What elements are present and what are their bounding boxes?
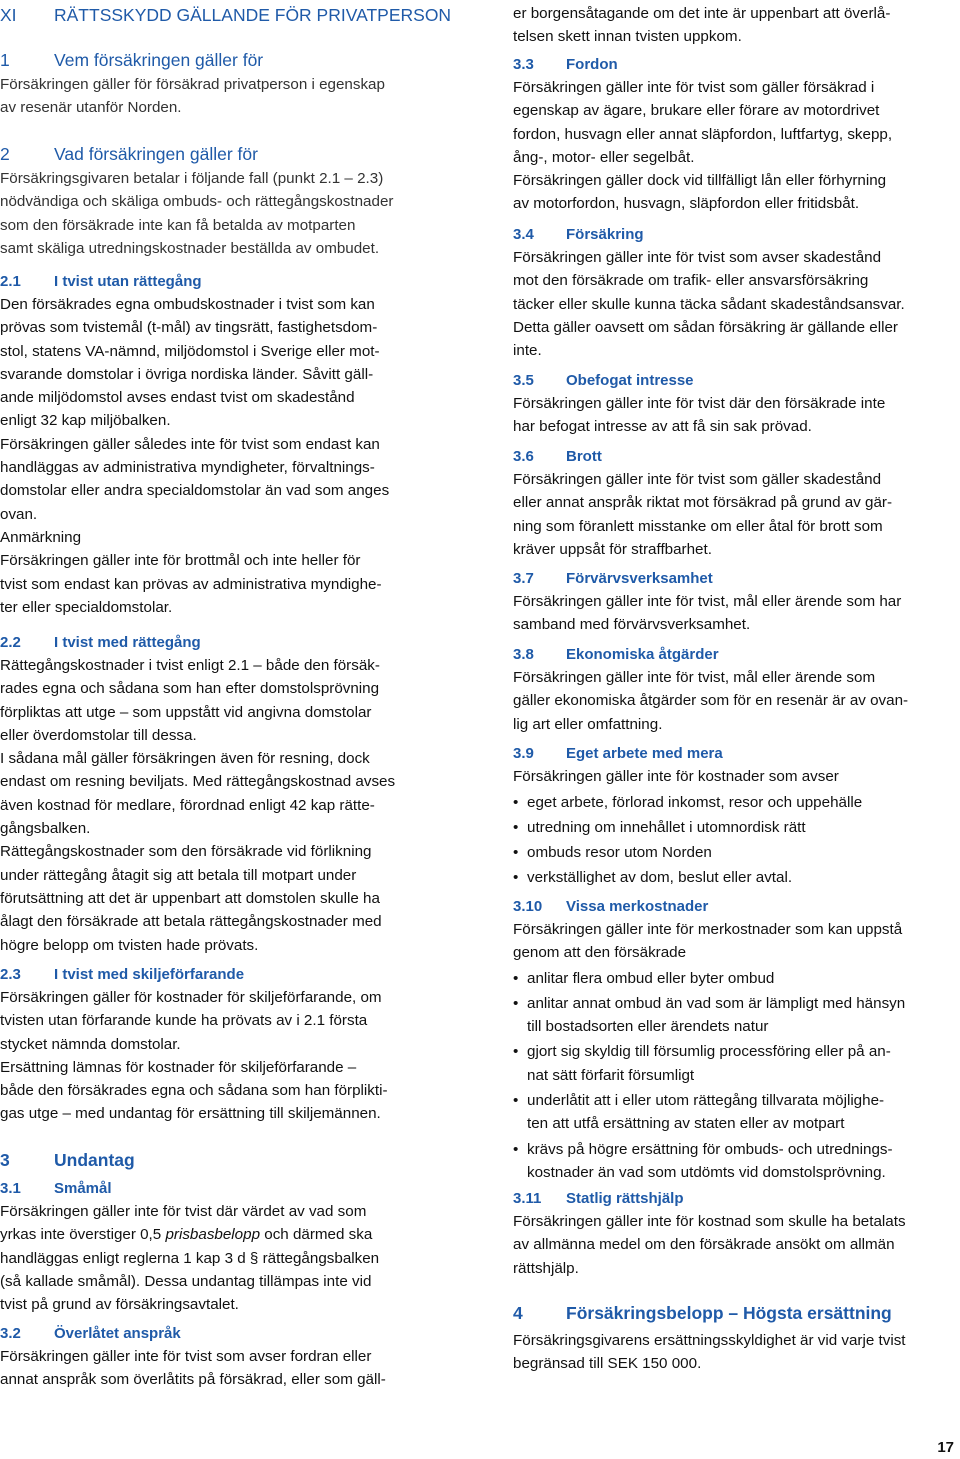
subsection-heading: 3.3 Fordon — [513, 56, 618, 73]
paragraph: Den försäkrades egna ombudskostnader i tvist som kan prövas som tvistemål (t-mål) av tingsrätt, fastighetsdom- stol, statens VA-nämnd, miljödomstol i Sverige eller mot- svarande domstolar i övriga nordiska länder. Såvitt gäll- ande miljödomstol avses endast tvist om skadestånd enligt 32 kap miljöbalken. — [0, 296, 380, 430]
subsection-heading: 3.7 Förvärvsverksamhet — [513, 570, 713, 587]
paragraph: Försäkringen gäller inte för tvist där värdet av vad som yrkas inte överstiger 0,5 prisbasbelopp och därmed ska handläggas enligt reglerna 1 kap 3 d § rättegångsbalken (så kallade småmål). Dessa undantag tillämpas inte vid tvist på grund av försäkringsavtalet. — [0, 1203, 380, 1314]
paragraph: Försäkringen gäller inte för kostnad som skulle ha betalats av allmänna medel om den försäkrade ansökt om allmän rättshjälp. — [513, 1213, 906, 1277]
section-2-2 — [0, 631, 460, 957]
section-4 — [513, 1300, 960, 1376]
continued-paragraph: er borgensåtagande om det inte är uppenbart att överlå- telsen skett innan tvisten uppkom. — [513, 5, 891, 46]
title-text: RÄTTSSKYDD GÄLLANDE FÖR PRIVATPERSON — [54, 5, 452, 25]
list-item: • anlitar annat ombud än vad som är lämpligt med hänsyn till bostadsorten eller ärendets natur — [513, 992, 960, 1039]
list-item: • gjort sig skyldig till försumlig processföring eller på an- nat sätt förfarit försumligt — [513, 1040, 960, 1087]
subsection-heading: 3.5 Obefogat intresse — [513, 372, 694, 389]
paragraph: Rättegångskostnader i tvist enligt 2.1 – både den försäk- rades egna och sådana som han efter domstolsprövning förpliktas att utge – som uppstått vid angivna domstolar eller överdomstolar till dessa. — [0, 657, 380, 744]
paragraph: Rättegångskostnader som den försäkrade vid förlikning under rättegång åtagit sig att betala till motpart under förutsättning att det är uppenbart att domstolen skulle ha ålagt den försäkrade att betala rättegångskostnader med högre belopp om tvisten hade prövats. — [0, 843, 382, 954]
section-3-3 — [513, 53, 960, 216]
paragraph: Försäkringen gäller inte för tvist, mål eller ärende som gäller ekonomiska åtgärder som för en resenär är av ovan- lig art eller omfattning. — [513, 669, 909, 733]
section-heading: 1 Vem försäkringen gäller för — [0, 50, 264, 70]
paragraph: Försäkringen gäller inte för tvist som avser fordran eller annat anspråk som överlåtits på försäkrad, eller som gäll- — [0, 1348, 386, 1389]
section-3-9 — [513, 742, 960, 890]
paragraph: Försäkringen gäller för försäkrad privatperson i egenskap av resenär utanför Norden. — [0, 76, 385, 117]
page-number: 17 — [937, 1439, 954, 1456]
section-3-11 — [513, 1187, 960, 1280]
paragraph: Försäkringen gäller för kostnader för skiljeförfarande, om tvisten utan förfarande kunde ha prövats av i 2.1 första stycket nämnda domstolar. — [0, 989, 382, 1053]
section-3-2 — [0, 1322, 460, 1392]
paragraph: Försäkringen gäller inte för tvist som gäller skadestånd eller annat anspråk riktat mot försäkrad på grund av gär- ning som föranlett misstanke om eller åtal för brott som kräver uppsåt för straffbarhet. — [513, 471, 893, 558]
section-1 — [0, 47, 460, 120]
paragraph: Försäkringen gäller inte för tvist, mål eller ärende som har samband med förvärvsverksamhet. — [513, 593, 902, 634]
section-heading: 2 Vad försäkringen gäller för — [0, 144, 258, 164]
section-heading: 3 Undantag — [0, 1150, 135, 1170]
section-3-5 — [513, 369, 960, 439]
section-2 — [0, 141, 460, 260]
bullet-list — [513, 790, 960, 890]
paragraph: Försäkringen gäller inte för brottmål och inte heller för tvist som endast kan prövas av administrativa myndighe- ter eller specialdomstolar. — [0, 552, 382, 616]
list-item: • verkställighet av dom, beslut eller avtal. — [513, 865, 960, 890]
list-item: • utredning om innehållet i utomnordisk rätt — [513, 815, 960, 840]
subsection-heading: 3.11 Statlig rättshjälp — [513, 1190, 684, 1207]
paragraph: Försäkringen gäller inte för tvist som gäller försäkrad i egenskap av ägare, brukare eller förare av motordrivet fordon, husvagn eller annat släpfordon, luftfartyg, skepp, ång-, motor- eller segelbåt. — [513, 79, 893, 166]
subsection-heading: 2.3 I tvist med skiljeförfarande — [0, 966, 245, 983]
section-heading: 4 Försäkringsbelopp – Högsta ersättning — [513, 1303, 892, 1323]
subsection-heading: 3.9 Eget arbete med mera — [513, 745, 723, 762]
document-title — [0, 2, 460, 28]
section-2-1 — [0, 270, 460, 619]
section-3-7 — [513, 567, 960, 637]
subsection-heading: 2.1 I tvist utan rättegång — [0, 273, 202, 290]
paragraph: Ersättning lämnas för kostnader för skiljeförfarande – både den försäkrades egna och sådana som han förplikti- gas utge – med undantag för ersättning till skiljemännen. — [0, 1058, 388, 1123]
list-item: • ombuds resor utom Norden — [513, 840, 960, 865]
subsection-heading: 3.1 Småmål — [0, 1180, 112, 1197]
bullet-list — [513, 967, 960, 1185]
note-label: Anmärkning — [0, 528, 82, 546]
list-item: • underlåtit att i eller utom rättegång tillvarata möjlighe- ten att utfå ersättning av staten eller av motpart — [513, 1089, 960, 1136]
subsection-heading: 3.2 Överlåtet anspråk — [0, 1325, 181, 1342]
paragraph: Försäkringen gäller dock vid tillfälligt lån eller förhyrning av motorfordon, husvagn, släpfordon eller fritidsbåt. — [513, 172, 887, 213]
subsection-heading: 3.4 Försäkring — [513, 226, 644, 243]
paragraph: Försäkringen gäller inte för tvist där den försäkrade inte har befogat intresse av att få sin sak prövad. — [513, 395, 886, 436]
paragraph: Försäkringen gäller inte för tvist som avser skadestånd mot den försäkrade om trafik- eller ansvarsförsäkring täcker eller skulle kunna täcka sådant skadeståndsansvar. Detta gäller oavsett om sådan försäkring är gällande eller inte. — [513, 249, 905, 360]
paragraph: Försäkringen gäller inte för merkostnader som kan uppstå genom att den försäkrade — [513, 921, 903, 962]
list-item: • krävs på högre ersättning för ombuds- och utrednings- kostnader än vad som utdömts vid domstolsprövning. — [513, 1138, 960, 1185]
section-3-10 — [513, 895, 960, 1184]
list-item: • anlitar flera ombud eller byter ombud — [513, 967, 960, 990]
paragraph: Försäkringsgivaren betalar i följande fall (punkt 2.1 – 2.3) nödvändiga och skäliga ombuds- och rättegångskostnader som den försäkrade inte kan få betalda av motparten samt skäliga utredningskostnader beställda av ombudet. — [0, 170, 394, 257]
term-prisbasbelopp: prisbasbelopp — [165, 1226, 261, 1244]
list-item: • eget arbete, förlorad inkomst, resor och uppehälle — [513, 790, 960, 815]
section-2-3 — [0, 963, 460, 1126]
paragraph: Försäkringen gäller således inte för tvist som endast kan handläggas av administrativa myndigheter, förvaltnings- domstolar eller andra specialdomstolar än vad som anges ovan. — [0, 435, 390, 523]
section-3 — [0, 1147, 460, 1173]
subsection-heading: 3.8 Ekonomiska åtgärder — [513, 646, 719, 663]
subsection-heading: 2.2 I tvist med rättegång — [0, 634, 201, 651]
paragraph: Försäkringsgivarens ersättningsskyldighet är vid varje tvist begränsad till SEK 150 000. — [513, 1332, 906, 1373]
section-3-1 — [0, 1177, 460, 1316]
subsection-heading: 3.6 Brott — [513, 448, 602, 465]
paragraph: I sådana mål gäller försäkringen även för resning, dock endast om resning beviljats. Med rättegångskostnad avses även kostnad för medlare, förordnad enligt 42 kap rätte- gångsbalken. — [0, 750, 396, 838]
paragraph: Försäkringen gäller inte för kostnader som avser — [513, 768, 839, 785]
title-number: XI — [0, 5, 17, 25]
section-3-4 — [513, 223, 960, 362]
subsection-heading: 3.10 Vissa merkostnader — [513, 898, 709, 915]
section-3-6 — [513, 445, 960, 561]
section-3-8 — [513, 643, 960, 736]
